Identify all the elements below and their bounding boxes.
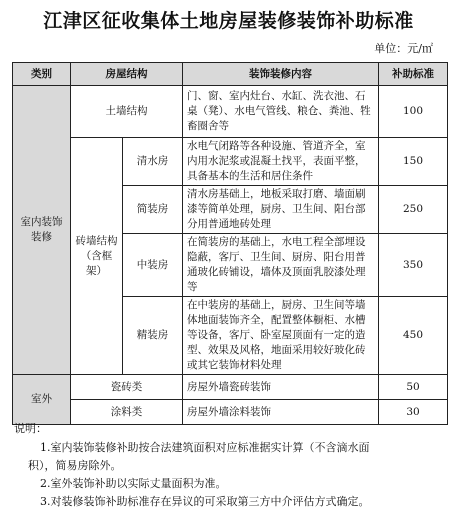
unit-label: 单位：元/㎡ [374,42,433,55]
page-title: 江津区征收集体土地房屋装修装饰补助标准 [43,10,414,32]
note-1: 1.室内装饰装修补助按合法建筑面积对应标准据实计算（不含滴水面 [40,441,370,454]
note-2: 2.室外装饰补助以实际丈量面积为准。 [40,477,227,490]
content-simple: 清水房基础上，地板采取打磨、墙面刷漆等简单处理，厨房、卫生间、阳台部分用普通地砖处理 [183,186,379,234]
content-medium: 在简装房的基础上，水电工程全部埋设隐蔽，客厅、卫生间、厨房、阳台用普通玻化砖铺设，墙体及顶面乳胶漆处理等 [183,234,379,297]
level-fine: 精装房 [123,297,183,375]
content-earth: 门、窗、室内灶台、水缸、洗衣池、石桌（凳）、水电气管线、粮仓、粪池、牲畜圈舍等 [183,86,379,138]
structure-tile: 瓷砖类 [71,375,183,400]
table-row [13,375,448,400]
table-header-row [13,63,448,86]
standard-tile: 50 [379,375,448,400]
content-fine: 在中装房的基础上，厨房、卫生间等墙体地面装饰齐全，配置整体橱柜、水槽等设备，客厅、卧室屋顶面有一定的造型、效果及风格，地面采用较好玻化砖或其它装饰材料处理 [183,297,379,375]
level-medium: 中装房 [123,234,183,297]
header-structure: 房屋结构 [71,63,183,86]
level-simple: 简装房 [123,186,183,234]
table-row [13,138,448,186]
header-content: 装饰装修内容 [183,63,379,86]
header-standard: 补助标准 [379,63,448,86]
note-3: 3.对装修装饰补助标准存在异议的可采取第三方中介评估方式确定。 [40,495,370,508]
standard-clear: 150 [379,138,448,186]
content-tile: 房屋外墙瓷砖装饰 [183,375,379,400]
subsidy-table [12,62,448,425]
content-paint: 房屋外墙涂料装饰 [183,400,379,425]
standard-simple: 250 [379,186,448,234]
standard-earth: 100 [379,86,448,138]
category-outdoor: 室外 [13,375,71,425]
structure-earth: 土墙结构 [71,86,183,138]
table-row [13,86,448,138]
category-interior: 室内装饰装修 [13,86,71,375]
level-clear: 清水房 [123,138,183,186]
structure-brick: 砖墙结构（含框架） [71,138,123,375]
standard-paint: 30 [379,400,448,425]
notes-heading: 说明： [14,422,47,435]
note-1-cont: 积），简易房除外。 [28,459,122,472]
content-clear: 水电气闭路等各种设施、管道齐全，室内用水泥浆或混凝土找平，表面平整，具备基本的生活和居住条件 [183,138,379,186]
structure-paint: 涂料类 [71,400,183,425]
notes-section [14,420,447,511]
standard-fine: 450 [379,297,448,375]
header-category: 类别 [13,63,71,86]
standard-medium: 350 [379,234,448,297]
